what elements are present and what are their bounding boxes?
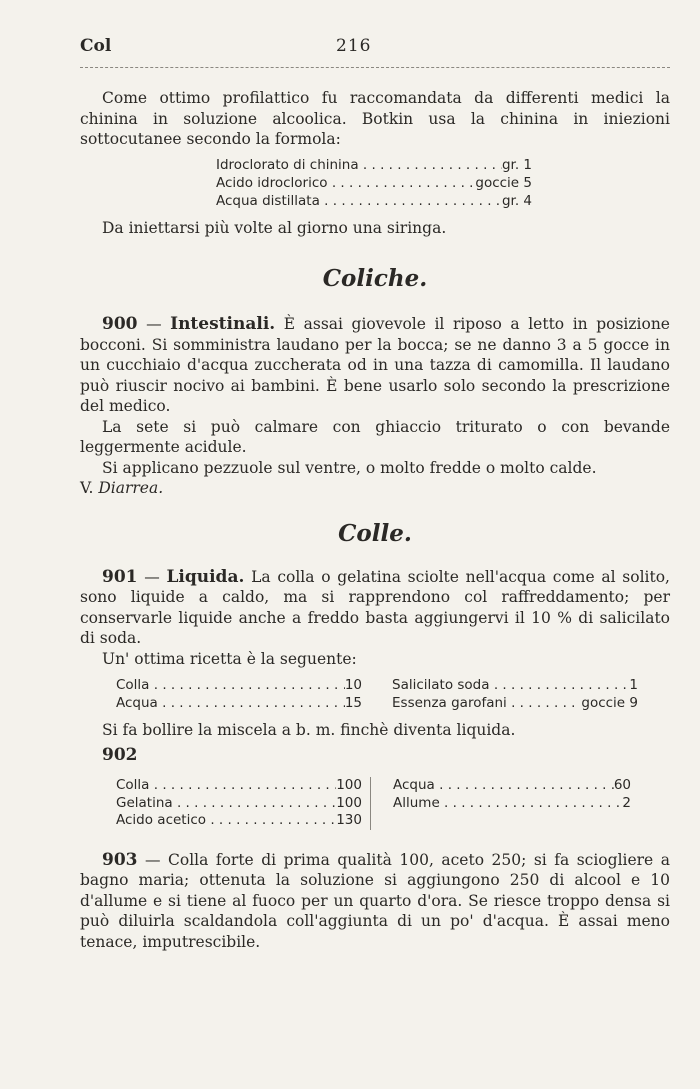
recipe-item: Salicilato soda . . .: [392, 677, 629, 695]
entry-number: 902: [102, 744, 138, 765]
entry-number: 901: [102, 566, 138, 587]
entry-901: [80, 567, 670, 649]
section-heading-coliche: Coliche.: [322, 265, 428, 292]
entry-text: La colla o gelatina sciolte nell'acqua come al solito, sono liquide a caldo, ma si rapprendono col raffreddamento; per conservarle liquide anche a freddo basta aggiungervi il 10 % di salicilato di soda.: [80, 567, 670, 647]
recipe-intro: Un' ottima ricetta è la seguente:: [102, 649, 357, 668]
recipe-qty: 130: [336, 812, 362, 828]
recipe-after: Si fa bollire la miscela a b. m. finchè diventa liquida.: [102, 721, 516, 739]
entry-900-paragraph-3: Si applicano pezzuole sul ventre, o molto fredde o molto calde.: [102, 458, 597, 477]
recipe-row: [392, 695, 638, 713]
recipe-row: [392, 677, 638, 695]
entry-number: 903: [102, 849, 138, 870]
recipe-row: [116, 795, 362, 813]
entry-text: Colla forte di prima qualità 100, aceto 250; si fa sciogliere a bagno maria; ottenuta la soluzione si aggiungono 250 di alcool e 10 d'allume e si tiene al fuoco per un quarto d'ora. Se riesce troppo densa si può diluirla scaldandola coll'aggiunta di un po' d'acqua. È assai meno tenace, imputrescibile.: [80, 850, 670, 951]
formula-item: Idroclorato di chinina . . .: [216, 156, 502, 174]
recipe-qty: 15: [344, 694, 362, 711]
recipe-column-left: [116, 677, 362, 712]
page-body: [80, 88, 670, 952]
recipe-qty: goccie 9: [581, 694, 638, 711]
recipe-row: [116, 695, 362, 713]
recipe-qty: 100: [336, 794, 362, 811]
entry-902-number-line: [80, 745, 670, 766]
recipe-column-right: [370, 777, 639, 830]
entry-dash: —: [146, 315, 162, 333]
intro-closing: Da iniettarsi più volte al giorno una siringa.: [102, 218, 447, 237]
entry-text: È assai giovevole il riposo a letto in posizione bocconi. Si somministra laudano per la bocca; se ne danno 3 a 5 gocce in un cucchiaio d'acqua zuccherata od in una tazza di camomilla. Il laudano può riuscir nocivo ai bambini. È bene usarlo solo secondo la prescrizione del medico.: [80, 315, 670, 415]
formula-item: Acido idroclorico . . .: [216, 174, 475, 192]
recipe-item: Colla . . .: [116, 677, 345, 695]
see-also: [80, 478, 670, 499]
formula-row: [216, 156, 532, 174]
recipe-item: Acqua . . .: [116, 695, 345, 713]
recipe-column-left: [116, 777, 362, 830]
section-heading-colle: Colle.: [338, 519, 412, 547]
formula-qty: gr. 4: [501, 192, 532, 209]
recipe-row: [393, 777, 631, 795]
recipe-item: Gelatina . . .: [116, 795, 336, 813]
entry-title: Liquida.: [166, 566, 245, 587]
recipe-row: [116, 812, 362, 830]
formula-row: [216, 174, 532, 192]
formula-row: [216, 192, 532, 210]
entry-903: [80, 850, 670, 953]
recipe-qty: 10: [344, 677, 362, 693]
recipe-row: [393, 795, 631, 813]
recipe-item: Allume . . .: [393, 795, 622, 813]
recipe-table-902: [116, 777, 670, 830]
see-reference: Diarrea.: [98, 479, 164, 497]
entry-dash: —: [144, 567, 160, 586]
formula-block: [216, 156, 670, 210]
formula-qty: goccie 5: [475, 174, 532, 191]
formula-qty: gr. 1: [501, 156, 532, 173]
running-title: Col: [80, 36, 112, 56]
recipe-item: Essenza garofani . . .: [392, 695, 581, 713]
running-head: [80, 36, 670, 60]
entry-number: 900: [102, 314, 138, 334]
formula-item: Acqua distillata . . .: [216, 192, 502, 210]
header-rule: [80, 67, 670, 68]
recipe-item: Acido acetico . . .: [116, 812, 336, 830]
entry-900: [80, 314, 670, 417]
recipe-row: [116, 777, 362, 795]
entry-900-paragraph-2: La sete si può calmare con ghiaccio triturato o con bevande leggermente acidule.: [80, 417, 670, 456]
recipe-qty: 1: [629, 677, 638, 693]
recipe-item: Acqua . . .: [393, 777, 614, 795]
recipe-row: [116, 677, 362, 695]
recipe-table-901: [116, 677, 670, 712]
recipe-qty: 60: [613, 777, 631, 793]
page-number: 216: [336, 36, 372, 56]
recipe-column-right: [362, 677, 638, 712]
recipe-qty: 2: [622, 794, 631, 811]
page: [80, 0, 670, 1089]
entry-title: Intestinali.: [170, 314, 276, 334]
recipe-item: Colla . . .: [116, 777, 336, 795]
entry-dash: —: [145, 850, 161, 869]
see-prefix: V.: [80, 479, 94, 497]
recipe-qty: 100: [336, 777, 362, 793]
intro-paragraph: Come ottimo profilattico fu raccomandata da differenti medici la chinina in soluzione alcoolica. Botkin usa la chinina in iniezioni sottocutanee secondo la formola:: [80, 89, 670, 148]
